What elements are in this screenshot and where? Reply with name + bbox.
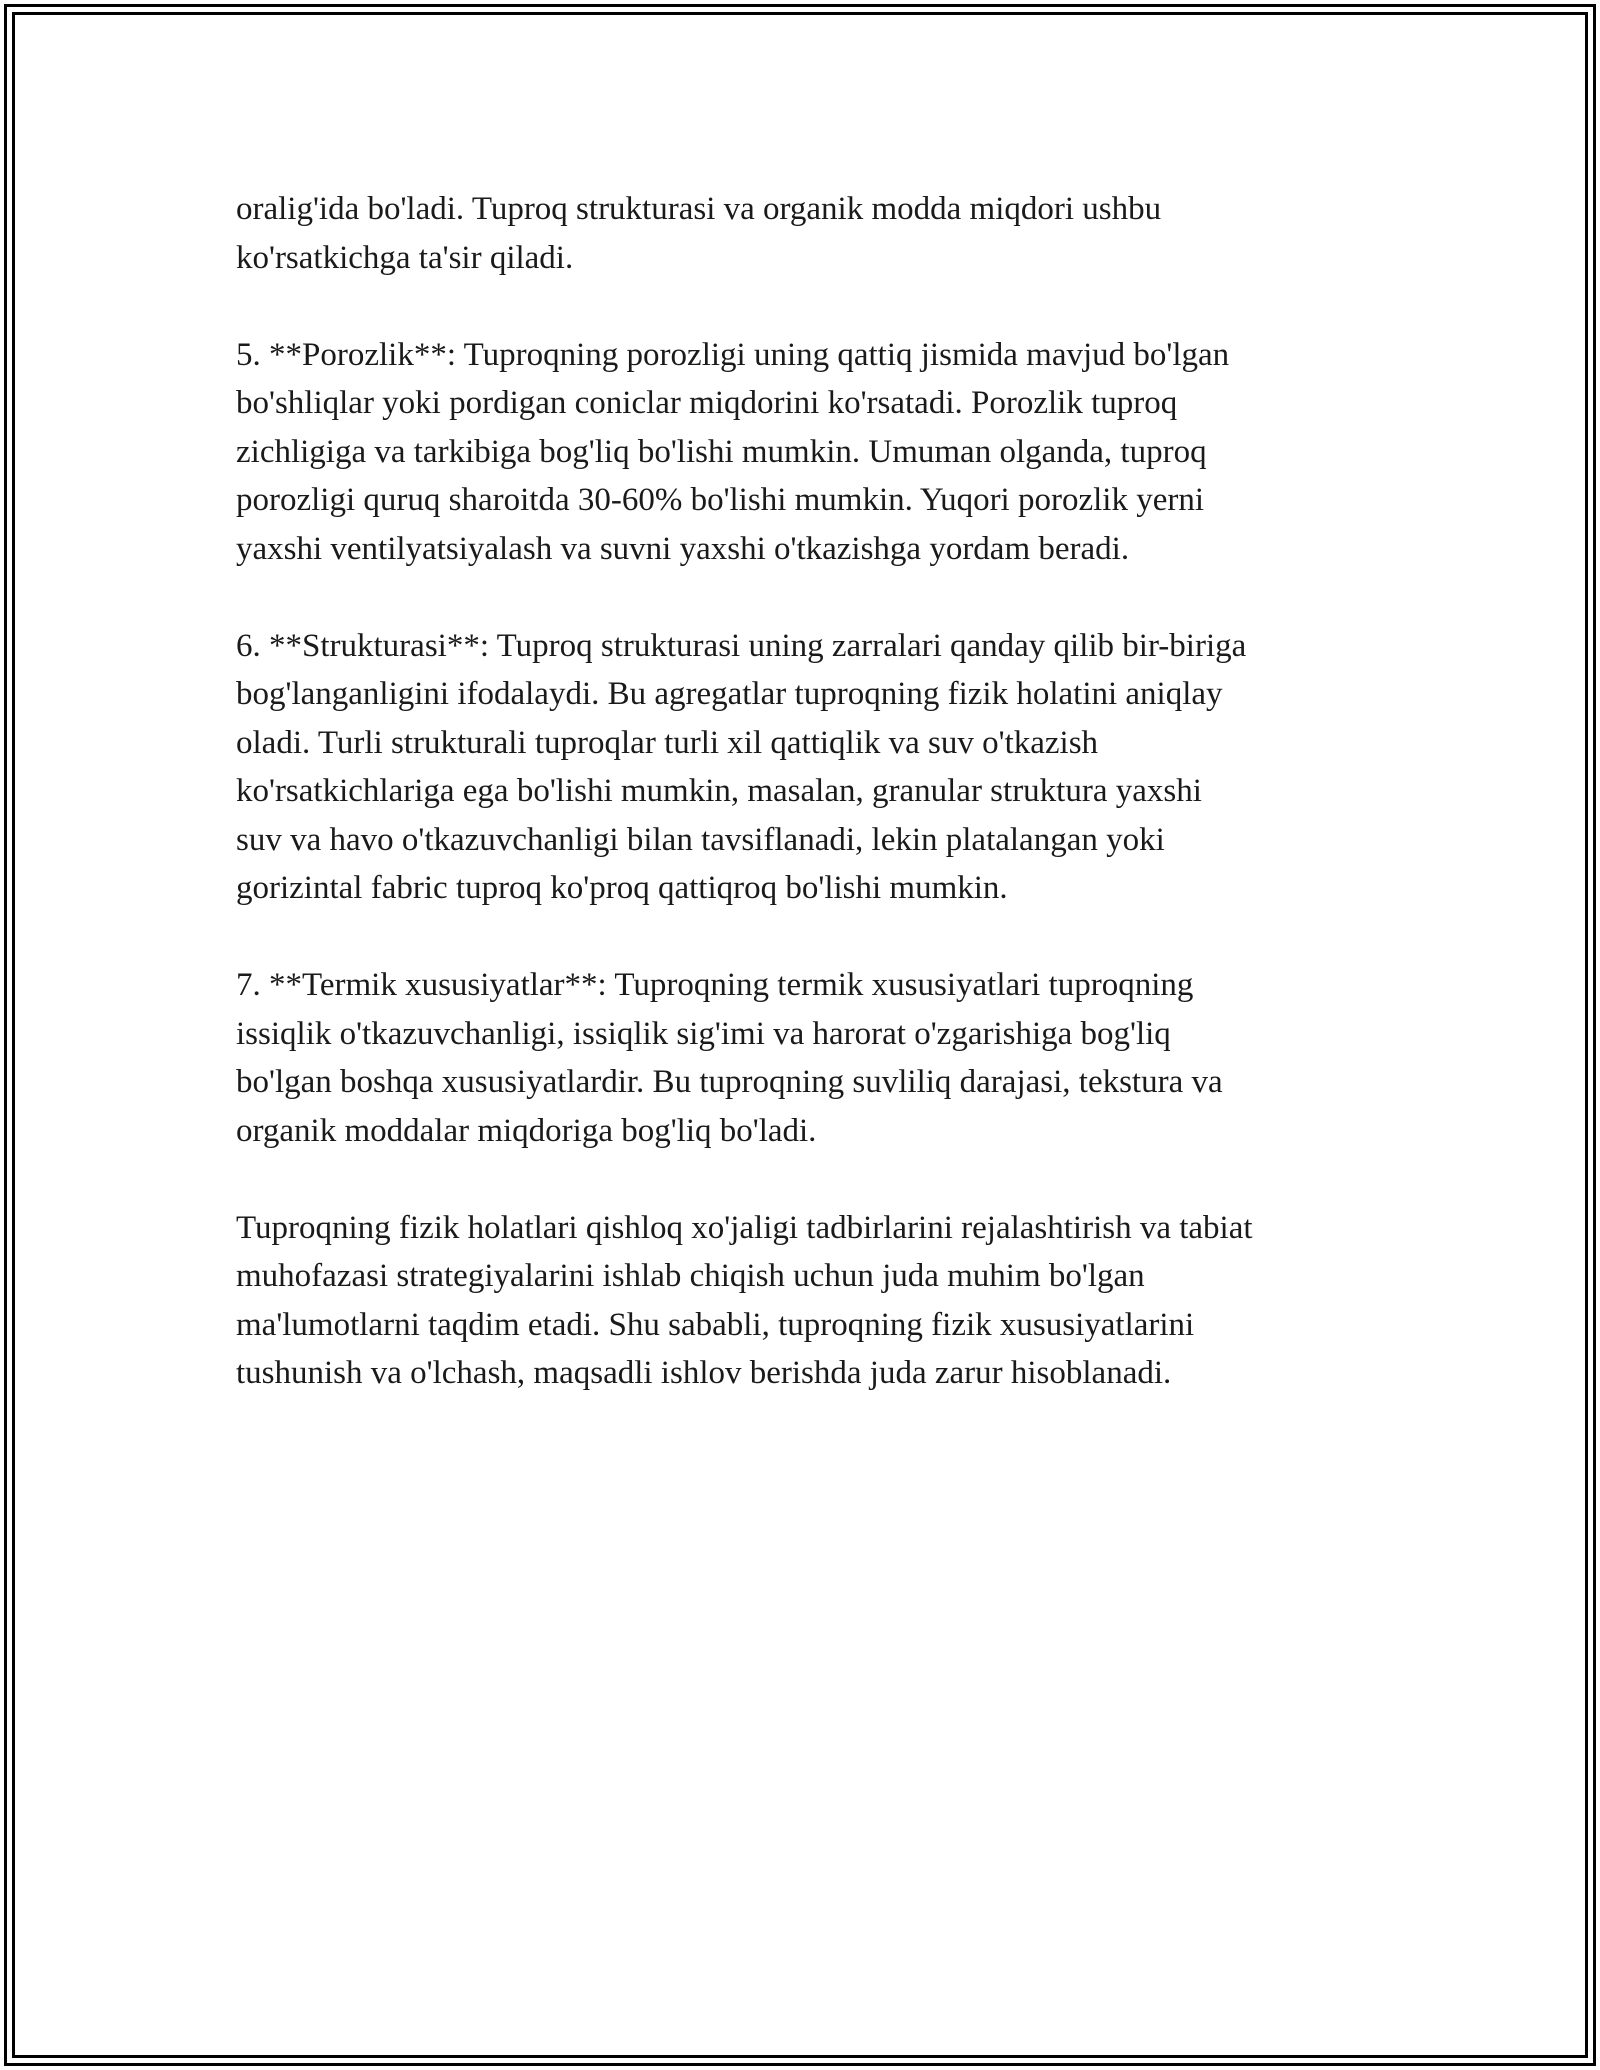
- text-line: issiqlik o'tkazuvchanligi, issiqlik sig'imi va harorat o'zgarishiga bog'liq: [236, 1015, 1171, 1052]
- text-line: gorizintal fabric tuproq ko'proq qattiqroq bo'lishi mumkin.: [236, 870, 1008, 906]
- text-line: ko'rsatkichlariga ega bo'lishi mumkin, masalan, granular struktura yaxshi: [236, 773, 1202, 809]
- text-line: bo'shliqlar yoki pordigan coniclar miqdorini ko'rsatadi. Porozlik tuproq: [236, 385, 1178, 421]
- text-line: tushunish va o'lchash, maqsadli ishlov berishda juda zarur hisoblanadi.: [236, 1355, 1172, 1391]
- text-line: 7. **Termik xususiyatlar**: Tuproqning termik xususiyatlari tuproqning: [236, 967, 1194, 1003]
- text-line: organik moddalar miqdoriga bog'liq bo'ladi.: [236, 1112, 817, 1149]
- paragraph-porozlik: [236, 331, 1416, 574]
- text-line: zichligiga va tarkibiga bog'liq bo'lishi mumkin. Umuman olganda, tuproq: [236, 433, 1207, 470]
- text-line: porozligi quruq sharoitda 30-60% bo'lishi mumkin. Yuqori porozlik yerni: [236, 482, 1205, 518]
- paragraph-continuation: [236, 185, 1416, 282]
- document-body: [236, 185, 1416, 1446]
- text-line: suv va havo o'tkazuvchanligi bilan tavsiflanadi, lekin platalangan yoki: [236, 821, 1165, 858]
- paragraph-conclusion: [236, 1204, 1416, 1398]
- text-line: oralig'ida bo'ladi. Tuproq strukturasi va organik modda miqdori ushbu: [236, 191, 1162, 227]
- paragraph-termik: [236, 961, 1416, 1155]
- text-line: bog'langanligini ifodalaydi. Bu agregatlar tuproqning fizik holatini aniqlay: [236, 676, 1223, 712]
- text-line: muhofazasi strategiyalarini ishlab chiqish uchun juda muhim bo'lgan: [236, 1258, 1145, 1294]
- text-line: yaxshi ventilyatsiyalash va suvni yaxshi o'tkazishga yordam beradi.: [236, 530, 1130, 567]
- text-line: 6. **Strukturasi**: Tuproq strukturasi uning zarralari qanday qilib bir-biriga: [236, 627, 1247, 664]
- text-line: oladi. Turli strukturali tuproqlar turli xil qattiqlik va suv o'tkazish: [236, 724, 1099, 761]
- text-line: ko'rsatkichga ta'sir qiladi.: [236, 239, 574, 276]
- paragraph-strukturasi: [236, 622, 1416, 913]
- text-line: Tuproqning fizik holatlari qishloq xo'jaligi tadbirlarini rejalashtirish va tabiat: [236, 1209, 1253, 1246]
- text-line: ma'lumotlarni taqdim etadi. Shu sababli, tuproqning fizik xususiyatlarini: [236, 1306, 1195, 1343]
- text-line: 5. **Porozlik**: Tuproqning porozligi uning qattiq jismida mavjud bo'lgan: [236, 336, 1230, 373]
- text-line: bo'lgan boshqa xususiyatlardir. Bu tuproqning suvliliq darajasi, tekstura va: [236, 1064, 1223, 1100]
